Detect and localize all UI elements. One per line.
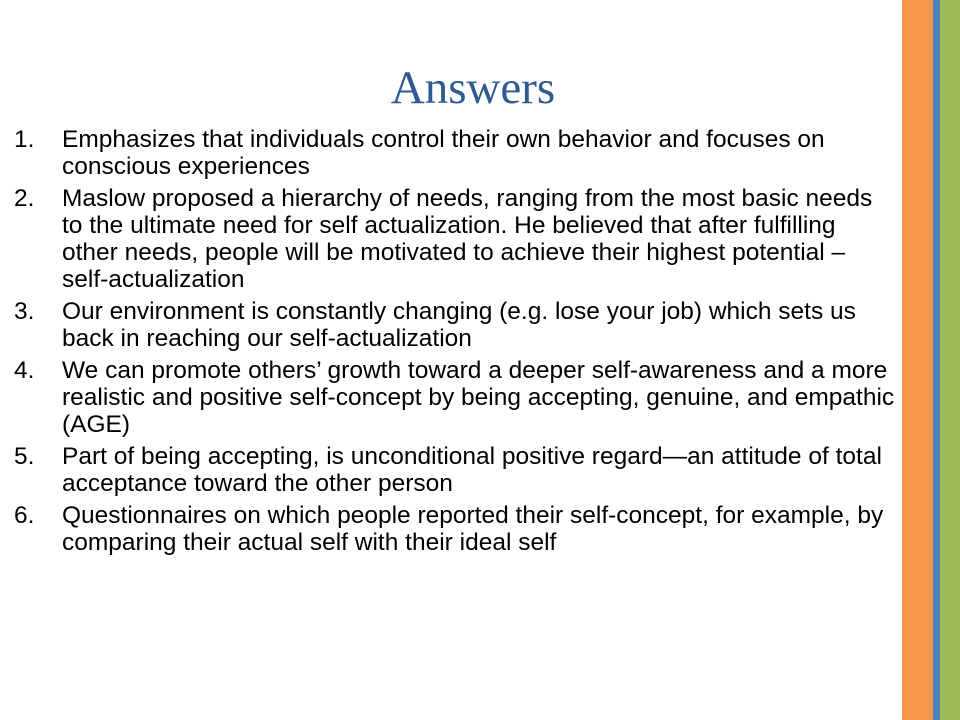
item-text: Emphasizes that individuals control their own behavior and focuses on conscious experiences (62, 126, 825, 180)
green-accent-stripe (940, 0, 960, 720)
item-text: Maslow proposed a hierarchy of needs, ranging from the most basic needs to the ultimate need for self actualization. He believed that after fulfilling other needs, people will be motivated to achieve their highest potential – self-actualization (62, 185, 873, 293)
answers-list (14, 126, 898, 561)
item-number: 2. (14, 185, 35, 212)
list-item (14, 185, 898, 293)
item-text: Part of being accepting, is unconditional positive regard—an attitude of total acceptance toward the other person (62, 443, 882, 497)
item-number: 1. (14, 126, 35, 153)
list-item (14, 126, 898, 180)
item-text: Our environment is constantly changing (e.g. lose your job) which sets us back in reaching our self-actualization (62, 298, 856, 352)
list-item (14, 298, 898, 352)
item-number: 5. (14, 443, 35, 470)
item-number: 3. (14, 298, 35, 325)
orange-accent-stripe (902, 0, 933, 720)
item-number: 4. (14, 357, 35, 384)
slide-title: Answers (390, 62, 556, 114)
list-item (14, 502, 898, 556)
item-number: 6. (14, 502, 35, 529)
blue-accent-stripe (933, 0, 940, 720)
item-text: Questionnaires on which people reported their self-concept, for example, by comparing their actual self with their ideal self (62, 502, 884, 556)
list-item (14, 443, 898, 497)
list-item (14, 357, 898, 438)
item-text: We can promote others’ growth toward a deeper self-awareness and a more realistic and positive self-concept by being accepting, genuine, and empathic (AGE) (62, 357, 895, 438)
